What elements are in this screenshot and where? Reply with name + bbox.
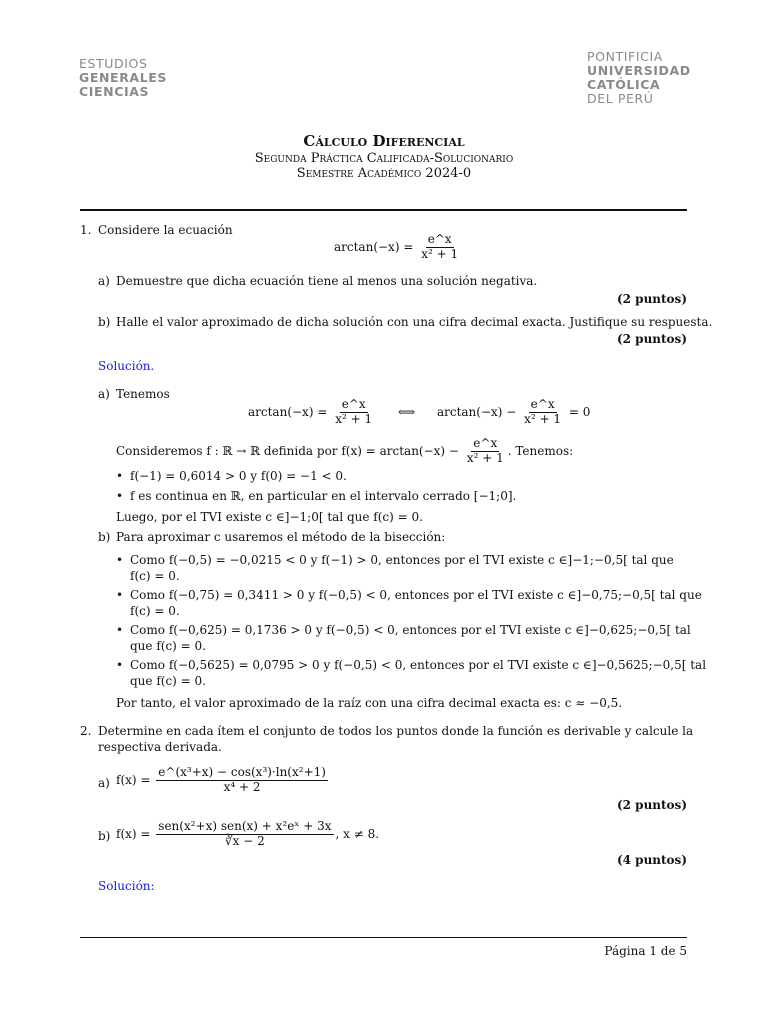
bisection-step-cont: que f(c) = 0. (130, 674, 206, 688)
footer-rule (80, 937, 687, 938)
fraction-denominator: x² + 1 (421, 246, 459, 261)
bullet-text: f(−1) = 0,6014 > 0 y f(0) = −1 < 0. (130, 469, 347, 483)
equation-fraction (522, 398, 563, 427)
equation-fraction (333, 398, 374, 427)
equation-fraction (156, 766, 328, 795)
fraction-numerator: sen(x²+x) sen(x) + x²eˣ + 3x (158, 819, 332, 833)
fraction-numerator: e^(x³+x) − cos(x³)·ln(x²+1) (158, 765, 326, 779)
page-number: Página 1 de 5 (604, 944, 687, 958)
item-label: a) (98, 387, 110, 401)
points-badge: (2 puntos) (616, 798, 687, 812)
logo-estudios-generales-ciencias (79, 57, 167, 99)
logo-line: GENERALES (79, 70, 168, 85)
fraction-numerator: e^x (473, 436, 498, 450)
equation-fraction (156, 820, 333, 849)
bisection-step-cont: que f(c) = 0. (130, 639, 206, 653)
item-label: a) (98, 776, 110, 790)
problem-1-number: 1. (80, 223, 92, 237)
problem-2-intro: Determine en cada ítem el conjunto de todos los puntos donde la función es derivable y calcule la (98, 724, 694, 738)
equation-lhs: arctan(−x) = (334, 239, 414, 254)
definition-text: Consideremos f : ℝ → ℝ definida por f(x) = arctan(−x) − (116, 443, 459, 458)
problem-1-equation (334, 233, 462, 262)
bullet: • (116, 489, 124, 503)
logo-line: CATÓLICA (587, 77, 661, 92)
solution-1b-intro: Para aproximar c usaremos el método de la bisección: (116, 530, 446, 544)
fraction-denominator: x² + 1 (466, 450, 504, 465)
problem-1-intro: Considere la ecuación (98, 223, 233, 237)
bisection-step: Como f(−0,5) = −0,0215 < 0 y f(−1) > 0, entonces por el TVI existe c ∈]−1;−0,5[ tal que (130, 553, 674, 567)
solution-heading: Solución: (98, 879, 155, 893)
problem-1a-text: Demuestre que dicha ecuación tiene al menos una solución negativa. (116, 274, 538, 288)
bisection-step: Como f(−0,625) = 0,1736 > 0 y f(−0,5) < 0, entonces por el TVI existe c ∈]−0,625;−0,5[ tal (130, 623, 691, 637)
solution-1a-conclusion: Luego, por el TVI existe c ∈]−1;0[ tal que f(c) = 0. (116, 510, 423, 524)
problem-2-intro-cont: respectiva derivada. (98, 740, 222, 754)
bullet: • (116, 553, 124, 567)
solution-1a-intro: Tenemos (116, 387, 170, 401)
equivalence-equation (248, 398, 590, 427)
equation-rhs-end: = 0 (568, 404, 591, 419)
bisection-step-cont: f(c) = 0. (130, 604, 180, 618)
function-lhs: f(x) = (116, 772, 151, 787)
fraction-numerator: e^x (341, 397, 366, 411)
logo-line: PONTIFICIA (587, 49, 663, 64)
logo-line: ESTUDIOS (79, 56, 148, 71)
points-badge: (2 puntos) (616, 292, 687, 306)
bullet: • (116, 469, 124, 483)
document-title: Cálculo Diferencial (303, 132, 465, 150)
item-label: b) (98, 315, 111, 329)
iff-symbol: ⟺ (397, 404, 416, 419)
logo-pucp (587, 50, 691, 106)
function-condition: , x ≠ 8. (335, 826, 380, 841)
problem-2-number: 2. (80, 724, 92, 738)
fraction-numerator: e^x (530, 397, 555, 411)
logo-line: CIENCIAS (79, 84, 150, 99)
problem-1b-text: Halle el valor aproximado de dicha solución con una cifra decimal exacta. Justifique su respuesta. (116, 315, 713, 329)
item-label: b) (98, 829, 111, 843)
bullet: • (116, 588, 124, 602)
bullet: • (116, 658, 124, 672)
item-label: a) (98, 274, 110, 288)
document-subtitle: Segunda Práctica Calificada-Solucionario (254, 151, 514, 166)
item-label: b) (98, 530, 111, 544)
document-semester: Semestre Académico 2024-0 (296, 166, 472, 181)
points-badge: (4 puntos) (616, 853, 687, 867)
solution-heading: Solución. (98, 359, 155, 373)
bullet-text: f es continua en ℝ, en particular en el intervalo cerrado [−1;0]. (130, 489, 517, 503)
bullet: • (116, 623, 124, 637)
document-header (0, 132, 768, 181)
header-rule (80, 209, 687, 211)
function-lhs: f(x) = (116, 826, 151, 841)
equation-rhs-left: arctan(−x) − (436, 404, 517, 419)
fraction-denominator: x² + 1 (335, 411, 373, 426)
bisection-step-cont: f(c) = 0. (130, 569, 180, 583)
fraction-denominator: x⁴ + 2 (223, 779, 261, 794)
fraction-denominator: x² + 1 (524, 411, 562, 426)
fraction-numerator: e^x (427, 232, 452, 246)
equation-fraction (419, 233, 460, 262)
bisection-step: Como f(−0,5625) = 0,0795 > 0 y f(−0,5) < 0, entonces por el TVI existe c ∈]−0,5625;−0,5[ tal (130, 658, 707, 672)
fraction-denominator: ∛x − 2 (225, 833, 265, 848)
function-definition (116, 437, 573, 466)
solution-1b-final: Por tanto, el valor aproximado de la raíz con una cifra decimal exacta es: c ≈ −0,5. (116, 696, 623, 710)
bisection-step: Como f(−0,75) = 0,3411 > 0 y f(−0,5) < 0, entonces por el TVI existe c ∈]−0,75;−0,5[ tal que (130, 588, 702, 602)
logo-line: DEL PERÚ (587, 91, 654, 106)
problem-2a-function (116, 766, 330, 795)
equation-fraction (465, 437, 506, 466)
equation-lhs: arctan(−x) = (248, 404, 328, 419)
problem-2b-function (116, 820, 379, 849)
logo-line: UNIVERSIDAD (587, 63, 691, 78)
points-badge: (2 puntos) (616, 332, 687, 346)
definition-text-end: . Tenemos: (507, 443, 574, 458)
